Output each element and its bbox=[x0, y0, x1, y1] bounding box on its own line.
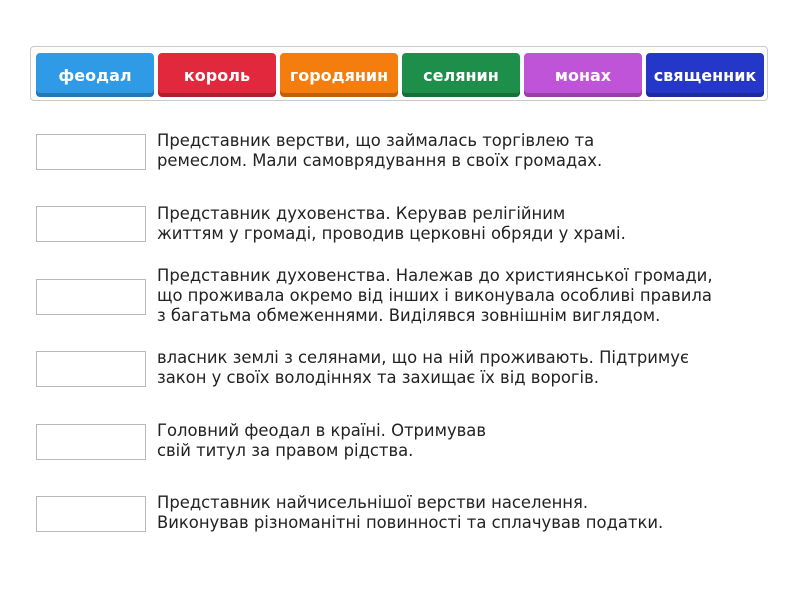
answer-drop-box[interactable] bbox=[36, 206, 146, 242]
answer-drop-box[interactable] bbox=[36, 134, 146, 170]
answer-drop-box[interactable] bbox=[36, 496, 146, 532]
clue-line: Представник верстви, що займалась торгівлею та bbox=[157, 131, 595, 150]
word-bank bbox=[30, 46, 768, 101]
clue-line: з багатьма обмеженнями. Виділявся зовнішнім виглядом. bbox=[157, 306, 661, 325]
clue-line: закон у своїх володіннях та захищає їх від ворогів. bbox=[157, 368, 599, 387]
clue-text bbox=[157, 348, 777, 388]
word-chip-selianyn[interactable]: селянин bbox=[402, 53, 520, 97]
clue-line: ремеслом. Мали самоврядування в своїх громадах. bbox=[157, 151, 603, 170]
clue-text bbox=[157, 421, 777, 461]
word-chip-horodianyn[interactable]: городянин bbox=[280, 53, 398, 97]
clue-line: життям у громаді, проводив церковні обряди у храмі. bbox=[157, 224, 626, 243]
clue-text bbox=[157, 266, 777, 326]
clue-line: Виконував різноманітні повинності та сплачував податки. bbox=[157, 513, 664, 532]
word-chip-feodal[interactable]: феодал bbox=[36, 53, 154, 97]
clue-text bbox=[157, 493, 777, 533]
answer-drop-box[interactable] bbox=[36, 351, 146, 387]
clue-line: Представник духовенства. Належав до християнської громади, bbox=[157, 266, 713, 285]
clue-line: власник землі з селянами, що на ній проживають. Підтримує bbox=[157, 348, 689, 367]
clue-line: Представник найчисельнішої верстви населення. bbox=[157, 493, 589, 512]
clue-text bbox=[157, 204, 777, 244]
clue-line: Представник духовенства. Керував релігійним bbox=[157, 204, 566, 223]
answer-drop-box[interactable] bbox=[36, 424, 146, 460]
clue-line: свій титул за правом рідства. bbox=[157, 441, 414, 460]
word-chip-korol[interactable]: король bbox=[158, 53, 276, 97]
word-chip-sviashchenyk[interactable]: священник bbox=[646, 53, 764, 97]
word-chip-monakh[interactable]: монах bbox=[524, 53, 642, 97]
clue-line: Головний феодал в країні. Отримував bbox=[157, 421, 487, 440]
clue-text bbox=[157, 131, 777, 171]
clue-line: що проживала окремо від інших і виконувала особливі правила bbox=[157, 286, 712, 305]
answer-drop-box[interactable] bbox=[36, 279, 146, 315]
